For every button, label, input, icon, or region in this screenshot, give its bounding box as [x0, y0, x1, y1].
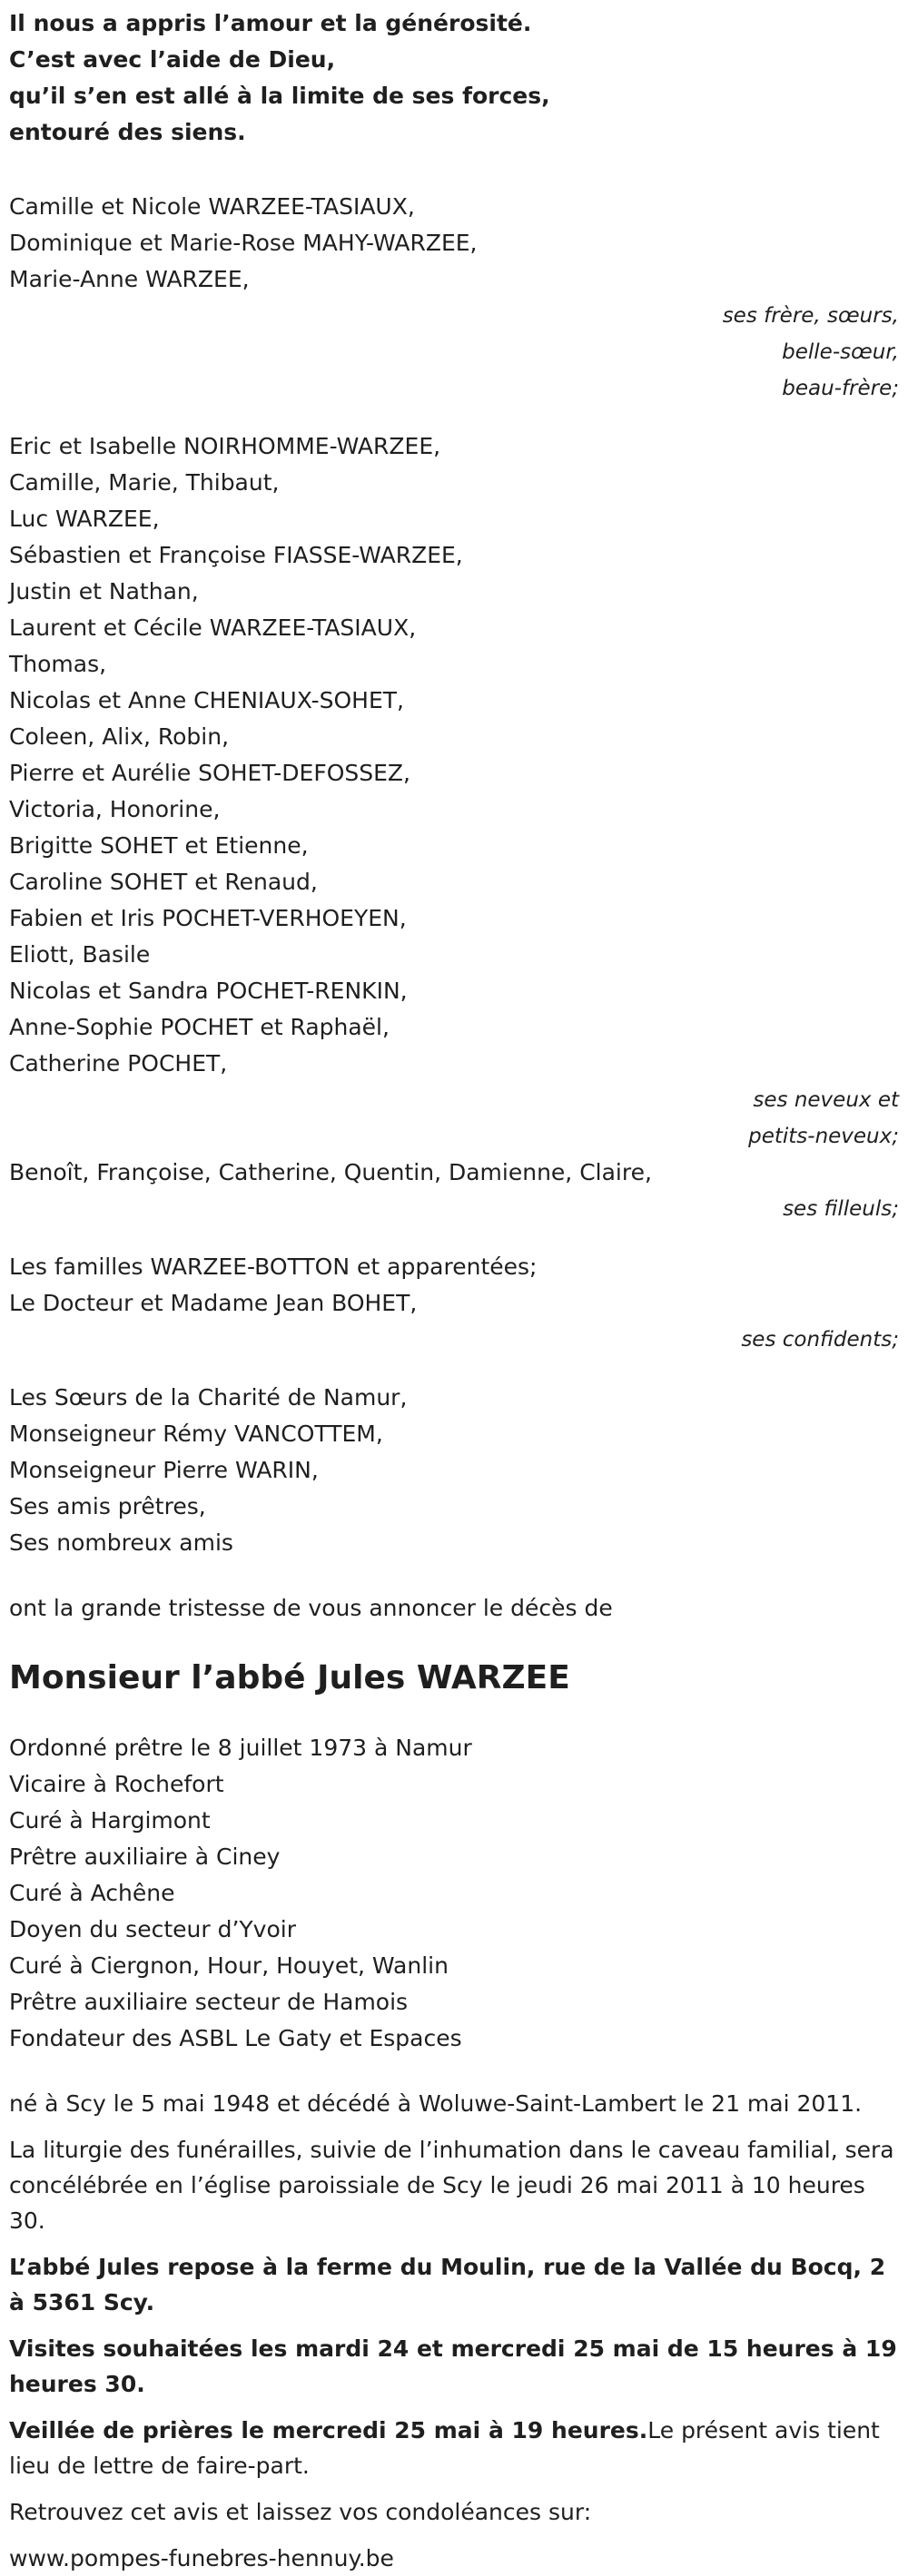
mourner: Ses amis prêtres, [9, 1493, 206, 1519]
website-line [9, 2541, 899, 2576]
family-member: Nicolas et Anne CHENIAUX-SOHET, [9, 687, 404, 713]
relation-label: belle-sœur, [782, 340, 899, 364]
family-member: Anne-Sophie POCHET et Raphaël, [9, 1014, 390, 1040]
family-member: Eric et Isabelle NOIRHOMME-WARZEE, [9, 433, 441, 459]
mourner: Ses nombreux amis [9, 1529, 233, 1556]
resting-place [9, 2249, 899, 2320]
career-item: Curé à Hargimont [9, 1807, 211, 1834]
family-member: Coleen, Alix, Robin, [9, 723, 230, 750]
career-list [9, 1730, 899, 2057]
relation-label: beau-frère; [782, 377, 899, 400]
funeral-details: La liturgie des funérailles, suivie de l’inhumation dans le caveau familial, sera concélébrée en l’église paroissiale de Scy le jeudi 26 mai 2011 à 10 heures 30. [9, 2137, 894, 2234]
career-item: Prêtre auxiliaire secteur de Hamois [9, 1989, 409, 2015]
career-item: Curé à Achêne [9, 1880, 175, 1906]
others-list [9, 1380, 899, 1561]
career-item: Ordonné prêtre le 8 juillet 1973 à Namur [9, 1735, 472, 1761]
family-member: Le Docteur et Madame Jean BOHET, [9, 1290, 418, 1316]
family-member: Eliott, Basile [9, 941, 151, 968]
career-item: Fondateur des ASBL Le Gaty et Espaces [9, 2025, 462, 2051]
website-link[interactable]: www.pompes-funebres-hennuy.be [9, 2545, 394, 2571]
family-member: Thomas, [9, 651, 107, 677]
intro-line: C’est avec l’aide de Dieu, [9, 46, 336, 73]
obituary-notice [9, 0, 899, 2576]
vigil-info [9, 2413, 899, 2483]
confidants-role: ses confidents; [741, 1328, 899, 1352]
family-member: Dominique et Marie-Rose MAHY-WARZEE, [9, 230, 478, 256]
nephews-list [9, 428, 899, 1082]
relation-label: ses frère, sœurs, [722, 304, 899, 328]
relation-label: ses neveux et [753, 1088, 899, 1112]
visiting-hours [9, 2331, 899, 2402]
family-member: Fabien et Iris POCHET-VERHOEYEN, [9, 905, 407, 931]
mourner: Les Sœurs de la Charité de Namur, [9, 1384, 408, 1411]
resting-place-text: L’abbé Jules repose à la ferme du Moulin, rue de la Vallée du Bocq, 2 à 5361 Scy. [9, 2254, 886, 2315]
family-member: Camille et Nicole WARZEE-TASIAUX, [9, 193, 415, 220]
family-member: Sébastien et Françoise FIASSE-WARZEE, [9, 542, 463, 568]
godchildren-list: Benoît, Françoise, Catherine, Quentin, Damienne, Claire, [9, 1159, 652, 1185]
confidants-list [9, 1249, 899, 1322]
family-member: Les familles WARZEE-BOTTON et apparentées; [9, 1254, 538, 1280]
family-member: Catherine POCHET, [9, 1050, 228, 1077]
family-member: Marie-Anne WARZEE, [9, 266, 250, 292]
announcement: ont la grande tristesse de vous annoncer le décès de [9, 1595, 613, 1621]
vigil-bold-text: Veillée de prières le mercredi 25 mai à 19 heures. [9, 2417, 648, 2443]
mourner: Monseigneur Rémy VANCOTTEM, [9, 1421, 383, 1447]
visiting-hours-text: Visites souhaitées les mardi 24 et mercredi 25 mai de 15 heures à 19 heures 30. [9, 2335, 897, 2397]
intro-line: entouré des siens. [9, 119, 246, 145]
family-member: Justin et Nathan, [9, 578, 199, 605]
condolences-note: Retrouvez cet avis et laissez vos condoléances sur: [9, 2499, 592, 2525]
intro-line: Il nous a appris l’amour et la générosité. [9, 10, 532, 36]
mourner: Monseigneur Pierre WARIN, [9, 1457, 319, 1483]
family-member: Nicolas et Sandra POCHET-RENKIN, [9, 978, 408, 1004]
career-item: Vicaire à Rochefort [9, 1771, 224, 1797]
family-member: Caroline SOHET et Renaud, [9, 869, 318, 895]
godchildren-role: ses filleuls; [783, 1197, 899, 1221]
family-member: Pierre et Aurélie SOHET-DEFOSSEZ, [9, 760, 411, 786]
deceased-name: Monsieur l’abbé Jules WARZEE [9, 1659, 570, 1696]
career-item: Curé à Ciergnon, Hour, Houyet, Wanlin [9, 1952, 449, 1979]
career-item: Doyen du secteur d’Yvoir [9, 1916, 296, 1942]
family-member: Victoria, Honorine, [9, 796, 221, 822]
vigil-note: Le présent avis tient lieu de lettre de faire-part. [9, 2417, 880, 2479]
siblings-list [9, 189, 899, 298]
family-member: Brigitte SOHET et Etienne, [9, 832, 309, 859]
career-item: Prêtre auxiliaire à Ciney [9, 1844, 281, 1870]
intro-line: qu’il s’en est allé à la limite de ses forces, [9, 83, 550, 109]
family-member: Laurent et Cécile WARZEE-TASIAUX, [9, 615, 417, 641]
nephews-role [9, 1082, 899, 1155]
relation-label: petits-neveux; [748, 1125, 899, 1148]
birth-death-dates: né à Scy le 5 mai 1948 et décédé à Woluwe-Saint-Lambert le 21 mai 2011. [9, 2090, 863, 2117]
family-member: Camille, Marie, Thibaut, [9, 469, 280, 496]
intro-verse [9, 0, 899, 151]
family-member: Luc WARZEE, [9, 506, 160, 532]
siblings-role [9, 298, 899, 407]
